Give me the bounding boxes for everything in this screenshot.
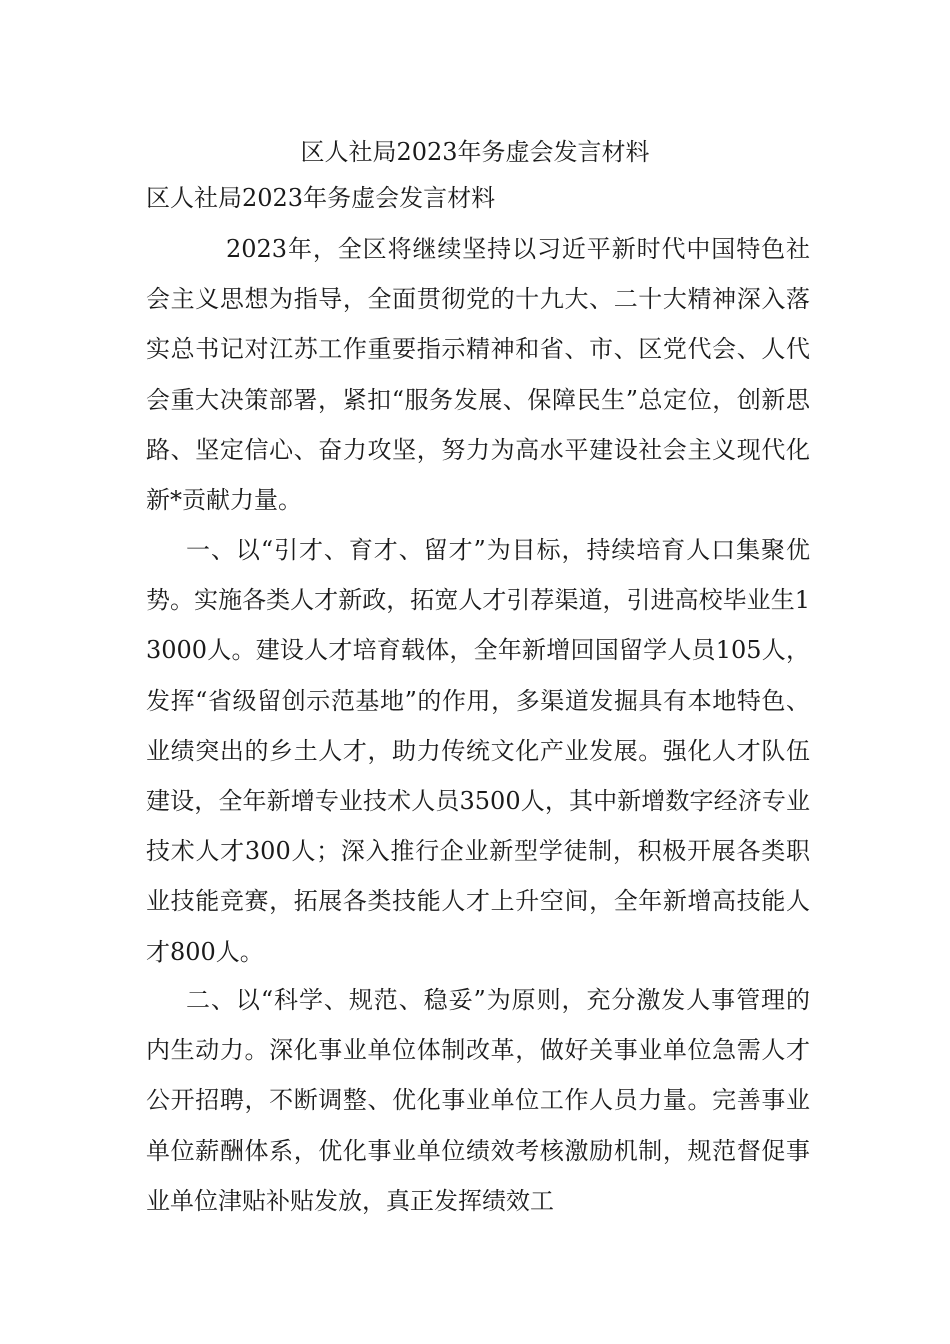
- paragraph-section-two: 二、以“科学、规范、稳妥”为原则，充分激发人事管理的内生动力。深化事业单位体制改革，做好关事业单位急需人才公开招聘，不断调整、优化事业单位工作人员力量。完善事业单位薪酬体系，优化事业单位绩效考核激励机制，规范督促事业单位津贴补贴发放，真正发挥绩效工: [146, 986, 810, 1215]
- document-title: 区人社局2023年务虚会发言材料: [300, 138, 650, 166]
- document-subtitle: 区人社局2023年务虚会发言材料: [146, 184, 496, 212]
- paragraph-intro: 2023年，全区将继续坚持以习近平新时代中国特色社会主义思想为指导，全面贯彻党的十九大、二十大精神深入落实总书记对江苏工作重要指示精神和省、市、区党代会、人代会重大决策部署，紧扣“服务发展、保障民生”总定位，创新思路、坚定信心、奋力攻坚，努力为高水平建设社会主义现代化新*贡献力量。: [146, 235, 810, 515]
- paragraph-section-one: 一、以“引才、育才、留才”为目标，持续培育人口集聚优势。实施各类人才新政，拓宽人才引荐渠道，引进高校毕业生13000人。建设人才培育载体，全年新增回国留学人员105人，发挥“省级留创示范基地”的作用，多渠道发掘具有本地特色、业绩突出的乡土人才，助力传统文化产业发展。强化人才队伍建设，全年新增专业技术人员3500人，其中新增数字经济专业技术人才300人；深入推行企业新型学徒制，积极开展各类职业技能竞赛，拓展各类技能人才上升空间，全年新增高技能人才800人。: [146, 536, 810, 966]
